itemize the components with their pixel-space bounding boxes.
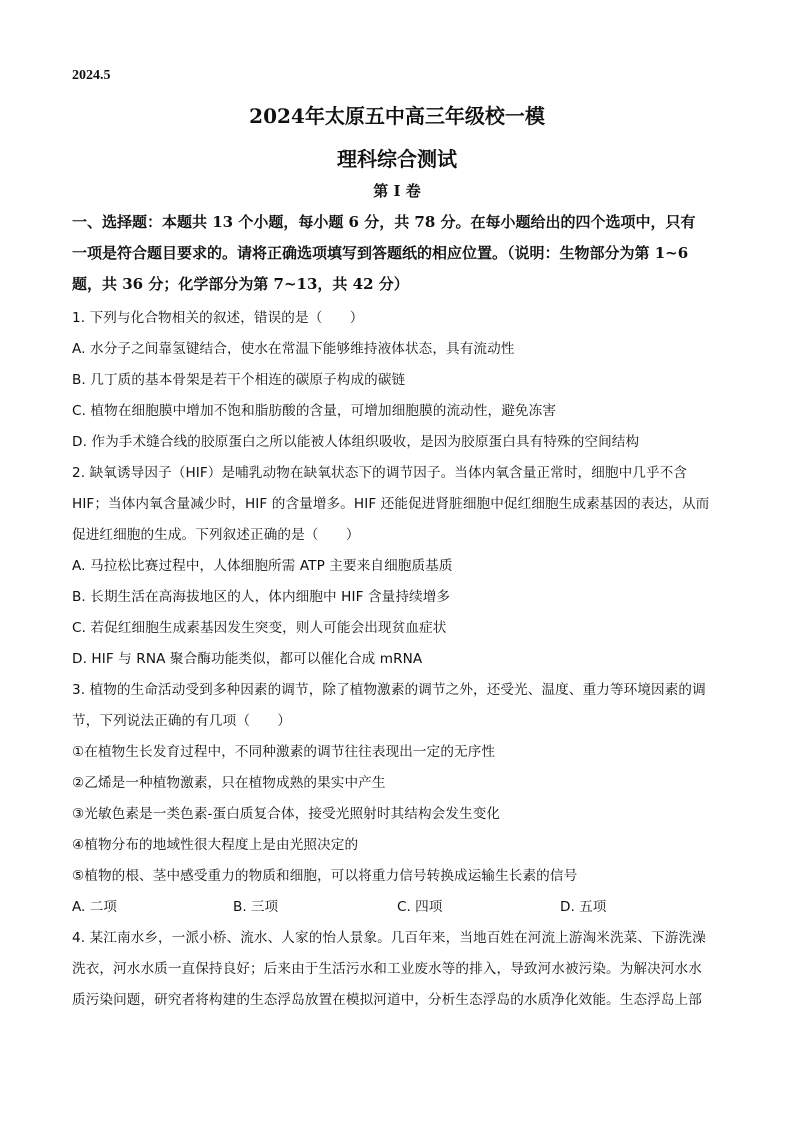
instruction-line: 一、选择题：本题共 13 个小题，每小题 6 分，共 78 分。在每小题给出的四个选项中，只有 <box>72 213 696 231</box>
question-4-stem-line: 质污染问题，研究者将构建的生态浮岛放置在模拟河道中，分析生态浮岛的水质净化效能。生态浮岛上部 <box>72 992 702 1008</box>
question-2-stem-line: HIF；当体内氧含量减少时，HIF 的含量增多。HIF 还能促进肾脏细胞中促红细胞生成素基因的表达，从而 <box>72 496 710 512</box>
instruction-line: 题，共 36 分；化学部分为第 7~13，共 42 分） <box>72 275 409 293</box>
question-2-stem-line: 2. 缺氧诱导因子（HIF）是哺乳动物在缺氧状态下的调节因子。当体内氧含量正常时，细胞中几乎不含 <box>72 465 688 481</box>
question-3-option-d: D. 五项 <box>560 899 607 915</box>
volume-label: 第 I 卷 <box>373 182 421 200</box>
question-3-stem-line: 3. 植物的生命活动受到多种因素的调节，除了植物激素的调节之外，还受光、温度、重力等环境因素的调 <box>72 682 706 698</box>
question-3-statement: ②乙烯是一种植物激素，只在植物成熟的果实中产生 <box>72 775 386 791</box>
instruction-line: 一项是符合题目要求的。请将正确选项填写到答题纸的相应位置。（说明：生物部分为第 1~6 <box>72 244 689 262</box>
exam-date: 2024.5 <box>72 68 111 83</box>
exam-subtitle: 理科综合测试 <box>337 147 457 171</box>
question-3-statement: ③光敏色素是一类色素-蛋白质复合体，接受光照射时其结构会发生变化 <box>72 806 501 822</box>
question-3-statement: ⑤植物的根、茎中感受重力的物质和细胞，可以将重力信号转换成运输生长素的信号 <box>72 868 578 884</box>
question-2-option-c: C. 若促红细胞生成素基因发生突变，则人可能会出现贫血症状 <box>72 620 447 636</box>
question-1-option-b: B. 几丁质的基本骨架是若干个相连的碳原子构成的碳链 <box>72 372 406 388</box>
question-1-stem: 1. 下列与化合物相关的叙述，错误的是（ ） <box>72 310 364 326</box>
question-2-option-a: A. 马拉松比赛过程中，人体细胞所需 ATP 主要来自细胞质基质 <box>72 558 453 574</box>
question-2-option-b: B. 长期生活在高海拔地区的人，体内细胞中 HIF 含量持续增多 <box>72 589 451 605</box>
question-1-option-a: A. 水分子之间靠氢键结合，使水在常温下能够维持液体状态，具有流动性 <box>72 341 515 357</box>
question-3-option-b: B. 三项 <box>233 899 279 915</box>
question-1-option-c: C. 植物在细胞膜中增加不饱和脂肪酸的含量，可增加细胞膜的流动性，避免冻害 <box>72 403 557 419</box>
question-3-statement: ①在植物生长发育过程中，不同种激素的调节往往表现出一定的无序性 <box>72 744 496 760</box>
question-2-option-d: D. HIF 与 RNA 聚合酶功能类似，都可以催化合成 mRNA <box>72 651 423 667</box>
exam-title: 2024年太原五中高三年级校一模 <box>249 104 545 128</box>
question-3-option-a: A. 二项 <box>72 899 117 915</box>
question-4-stem-line: 洗衣，河水水质一直保持良好；后来由于生活污水和工业废水等的排入，导致河水被污染。为解决河水水 <box>72 961 702 977</box>
question-3-option-c: C. 四项 <box>397 899 443 915</box>
section-instructions <box>72 207 724 300</box>
question-3-options <box>72 895 724 915</box>
question-2-stem-line: 促进红细胞的生成。下列叙述正确的是（ ） <box>72 527 360 543</box>
question-1-option-d: D. 作为手术缝合线的胶原蛋白之所以能被人体组织吸收，是因为胶原蛋白具有特殊的空间结构 <box>72 434 640 450</box>
question-4-stem-line: 4. 某江南水乡，一派小桥、流水、人家的怡人景象。几百年来，当地百姓在河流上游淘米洗菜、下游洗澡 <box>72 930 706 946</box>
question-3-stem-line: 节，下列说法正确的有几项（ ） <box>72 713 292 729</box>
question-3-statement: ④植物分布的地域性很大程度上是由光照决定的 <box>72 837 359 853</box>
